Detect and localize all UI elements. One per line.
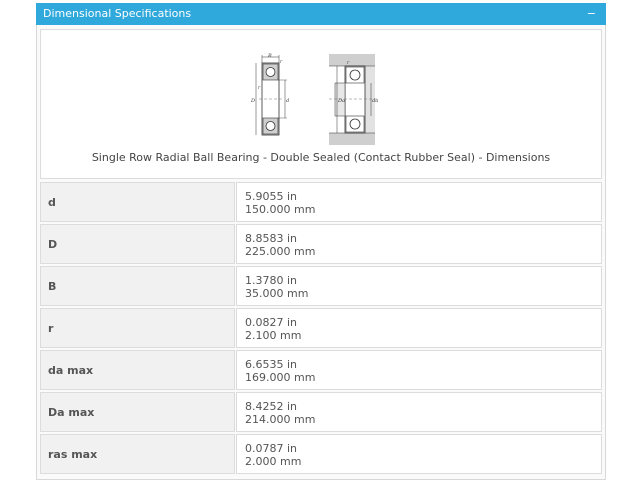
spec-value-cell: [236, 434, 602, 474]
label-B: B: [268, 53, 272, 59]
spec-value-cell: [236, 392, 602, 432]
spec-value-mm: 2.000 mm: [245, 455, 302, 468]
spec-row: [40, 308, 602, 348]
spec-value-cell: [236, 266, 602, 306]
spec-row: [40, 182, 602, 222]
spec-value-inches: 5.9055 in: [245, 190, 298, 203]
spec-label: da max: [48, 364, 94, 377]
label-D: D: [251, 98, 256, 104]
spec-value-cell: [236, 350, 602, 390]
panel-header[interactable]: [36, 3, 606, 25]
label-da: da: [372, 98, 379, 104]
bearing-cross-section-left: [256, 55, 290, 135]
diagram-caption: Single Row Radial Ball Bearing - Double Sealed (Contact Rubber Seal) - Dimensions: [91, 151, 551, 164]
spec-value-mm: 150.000 mm: [245, 203, 316, 216]
spec-label-cell: [40, 182, 235, 222]
spec-row: [40, 392, 602, 432]
bearing-diagram: [249, 51, 409, 147]
label-r-right: r: [347, 61, 350, 66]
label-r-top: r: [280, 60, 283, 65]
spec-label-cell: [40, 308, 235, 348]
spec-value-cell: [236, 224, 602, 264]
spec-label: Da max: [48, 406, 95, 419]
spec-label-cell: [40, 434, 235, 474]
spec-label: D: [48, 238, 58, 251]
spec-value-cell: [236, 182, 602, 222]
spec-value-mm: 225.000 mm: [245, 245, 316, 258]
spec-label: r: [48, 322, 54, 335]
diagram-area: [40, 29, 602, 179]
spec-value-mm: 2.100 mm: [245, 329, 302, 342]
spec-value-inches: 0.0787 in: [245, 442, 298, 455]
spec-value-mm: 214.000 mm: [245, 413, 316, 426]
spec-row: [40, 350, 602, 390]
spec-label: B: [48, 280, 57, 293]
spec-row: [40, 434, 602, 474]
spec-value-inches: 6.6535 in: [245, 358, 298, 371]
spec-value-inches: 0.0827 in: [245, 316, 298, 329]
label-d: d: [286, 98, 290, 104]
spec-value-inches: 8.8583 in: [245, 232, 298, 245]
collapse-icon[interactable]: −: [586, 7, 596, 20]
spec-label: d: [48, 196, 56, 209]
spec-label: ras max: [48, 448, 98, 461]
spec-value-cell: [236, 308, 602, 348]
spec-value-inches: 1.3780 in: [245, 274, 298, 287]
spec-value-inches: 8.4252 in: [245, 400, 298, 413]
spec-label-cell: [40, 224, 235, 264]
spec-label-cell: [40, 392, 235, 432]
panel-title: Dimensional Specifications: [43, 7, 192, 20]
spec-label-cell: [40, 266, 235, 306]
spec-value-mm: 35.000 mm: [245, 287, 309, 300]
spec-row: [40, 224, 602, 264]
spec-value-mm: 169.000 mm: [245, 371, 316, 384]
label-Da: Da: [338, 98, 345, 104]
spec-row: [40, 266, 602, 306]
spec-label-cell: [40, 350, 235, 390]
label-r-side: r: [258, 86, 261, 91]
